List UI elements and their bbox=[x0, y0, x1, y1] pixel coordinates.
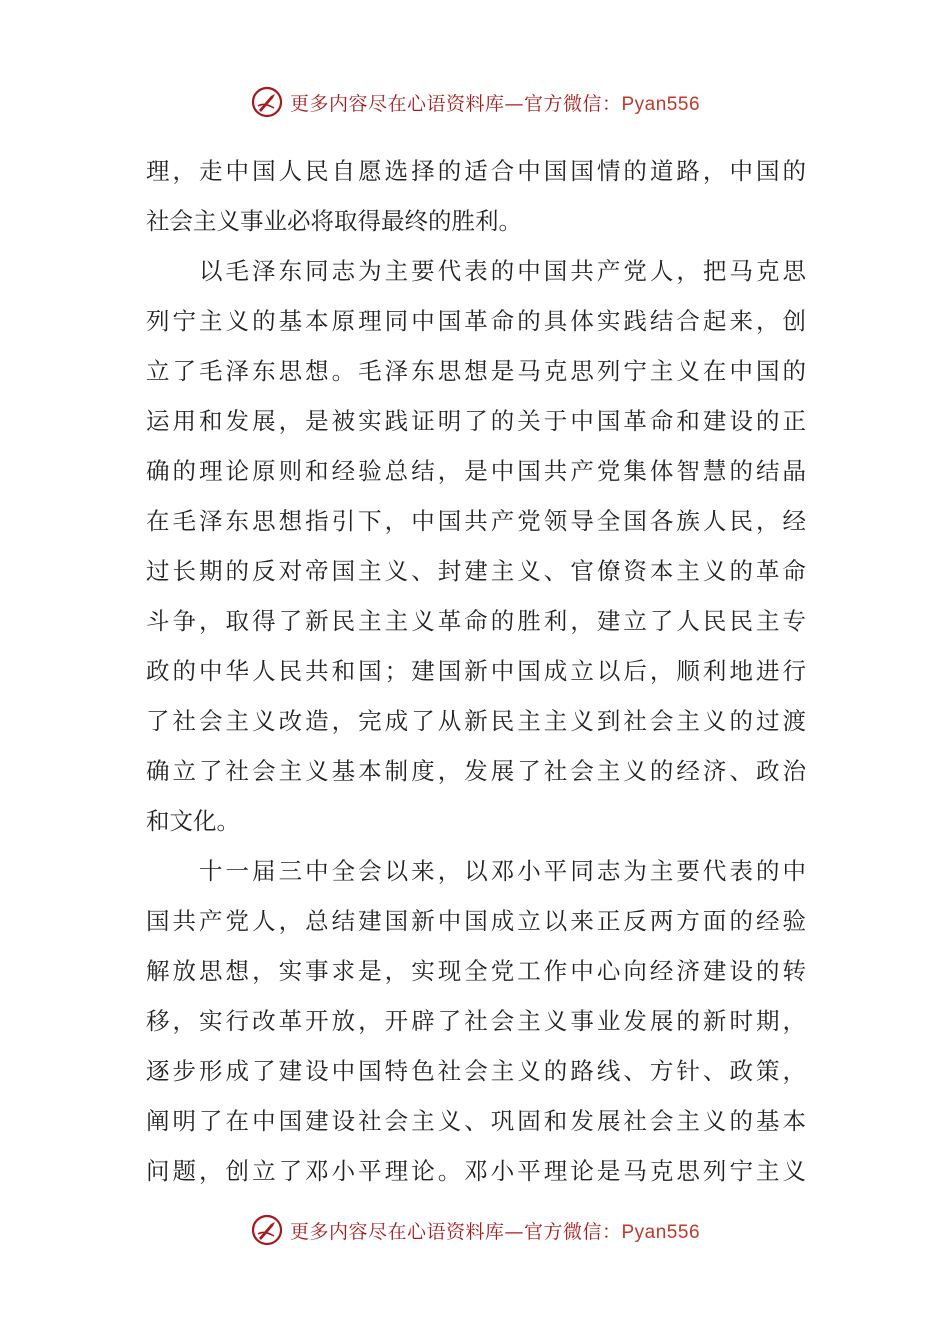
text-line: 国共产党人，总结建国新中国成立以来正反两方面的经验 bbox=[146, 907, 806, 935]
text-line: 确的理论原则和经验总结，是中国共产党集体智慧的结晶 bbox=[146, 457, 806, 485]
text-line: 斗争，取得了新民主主义革命的胜利，建立了人民民主专 bbox=[146, 607, 806, 635]
pen-nib-logo-icon bbox=[250, 1213, 284, 1247]
footer-banner-text bbox=[290, 1217, 700, 1244]
banner-separator: — bbox=[504, 1220, 524, 1243]
text-line: 运用和发展，是被实践证明了的关于中国革命和建设的正 bbox=[146, 407, 806, 435]
text-line: 列宁主义的基本原理同中国革命的具体实践结合起来，创 bbox=[146, 307, 806, 335]
text-line: 十一届三中全会以来，以邓小平同志为主要代表的中 bbox=[199, 857, 806, 885]
text-line: 确立了社会主义基本制度，发展了社会主义的经济、政治 bbox=[146, 757, 806, 785]
banner-wechat-label: 官方微信： bbox=[523, 1220, 622, 1243]
text-line: 解放思想，实事求是，实现全党工作中心向经济建设的转 bbox=[146, 957, 806, 985]
banner-wechat-label: 官方微信： bbox=[523, 92, 622, 115]
document-body bbox=[146, 146, 806, 1196]
text-line: 立了毛泽东思想。毛泽东思想是马克思列宁主义在中国的 bbox=[146, 357, 806, 385]
text-line: 阐明了在中国建设社会主义、巩固和发展社会主义的基本 bbox=[146, 1107, 806, 1135]
banner-separator: — bbox=[504, 92, 524, 115]
banner-wechat-id: Pyan556 bbox=[621, 93, 701, 115]
banner-slogan: 更多内容尽在心语资料库 bbox=[289, 92, 505, 115]
text-line: 逐步形成了建设中国特色社会主义的路线、方针、政策， bbox=[146, 1057, 806, 1085]
text-line: 理，走中国人民自愿选择的适合中国国情的道路，中国的 bbox=[146, 157, 806, 185]
banner-wechat-id: Pyan556 bbox=[621, 1221, 701, 1243]
header-banner bbox=[0, 82, 950, 122]
text-line: 了社会主义改造，完成了从新民主主义到社会主义的过渡 bbox=[146, 707, 806, 735]
header-banner-text bbox=[290, 89, 700, 116]
text-line: 以毛泽东同志为主要代表的中国共产党人，把马克思 bbox=[199, 257, 806, 285]
text-line: 在毛泽东思想指引下，中国共产党领导全国各族人民，经 bbox=[146, 507, 806, 535]
pen-nib-logo-icon bbox=[250, 85, 284, 119]
text-line: 问题，创立了邓小平理论。邓小平理论是马克思列宁主义 bbox=[146, 1157, 806, 1185]
text-line: 和文化。 bbox=[146, 807, 240, 835]
text-line: 移，实行改革开放，开辟了社会主义事业发展的新时期， bbox=[146, 1007, 806, 1035]
banner-slogan: 更多内容尽在心语资料库 bbox=[289, 1220, 505, 1243]
text-line: 过长期的反对帝国主义、封建主义、官僚资本主义的革命 bbox=[146, 557, 806, 585]
text-line: 政的中华人民共和国；建国新中国成立以后，顺利地进行 bbox=[146, 657, 806, 685]
text-line: 社会主义事业必将取得最终的胜利。 bbox=[146, 207, 522, 235]
footer-banner bbox=[0, 1210, 950, 1250]
